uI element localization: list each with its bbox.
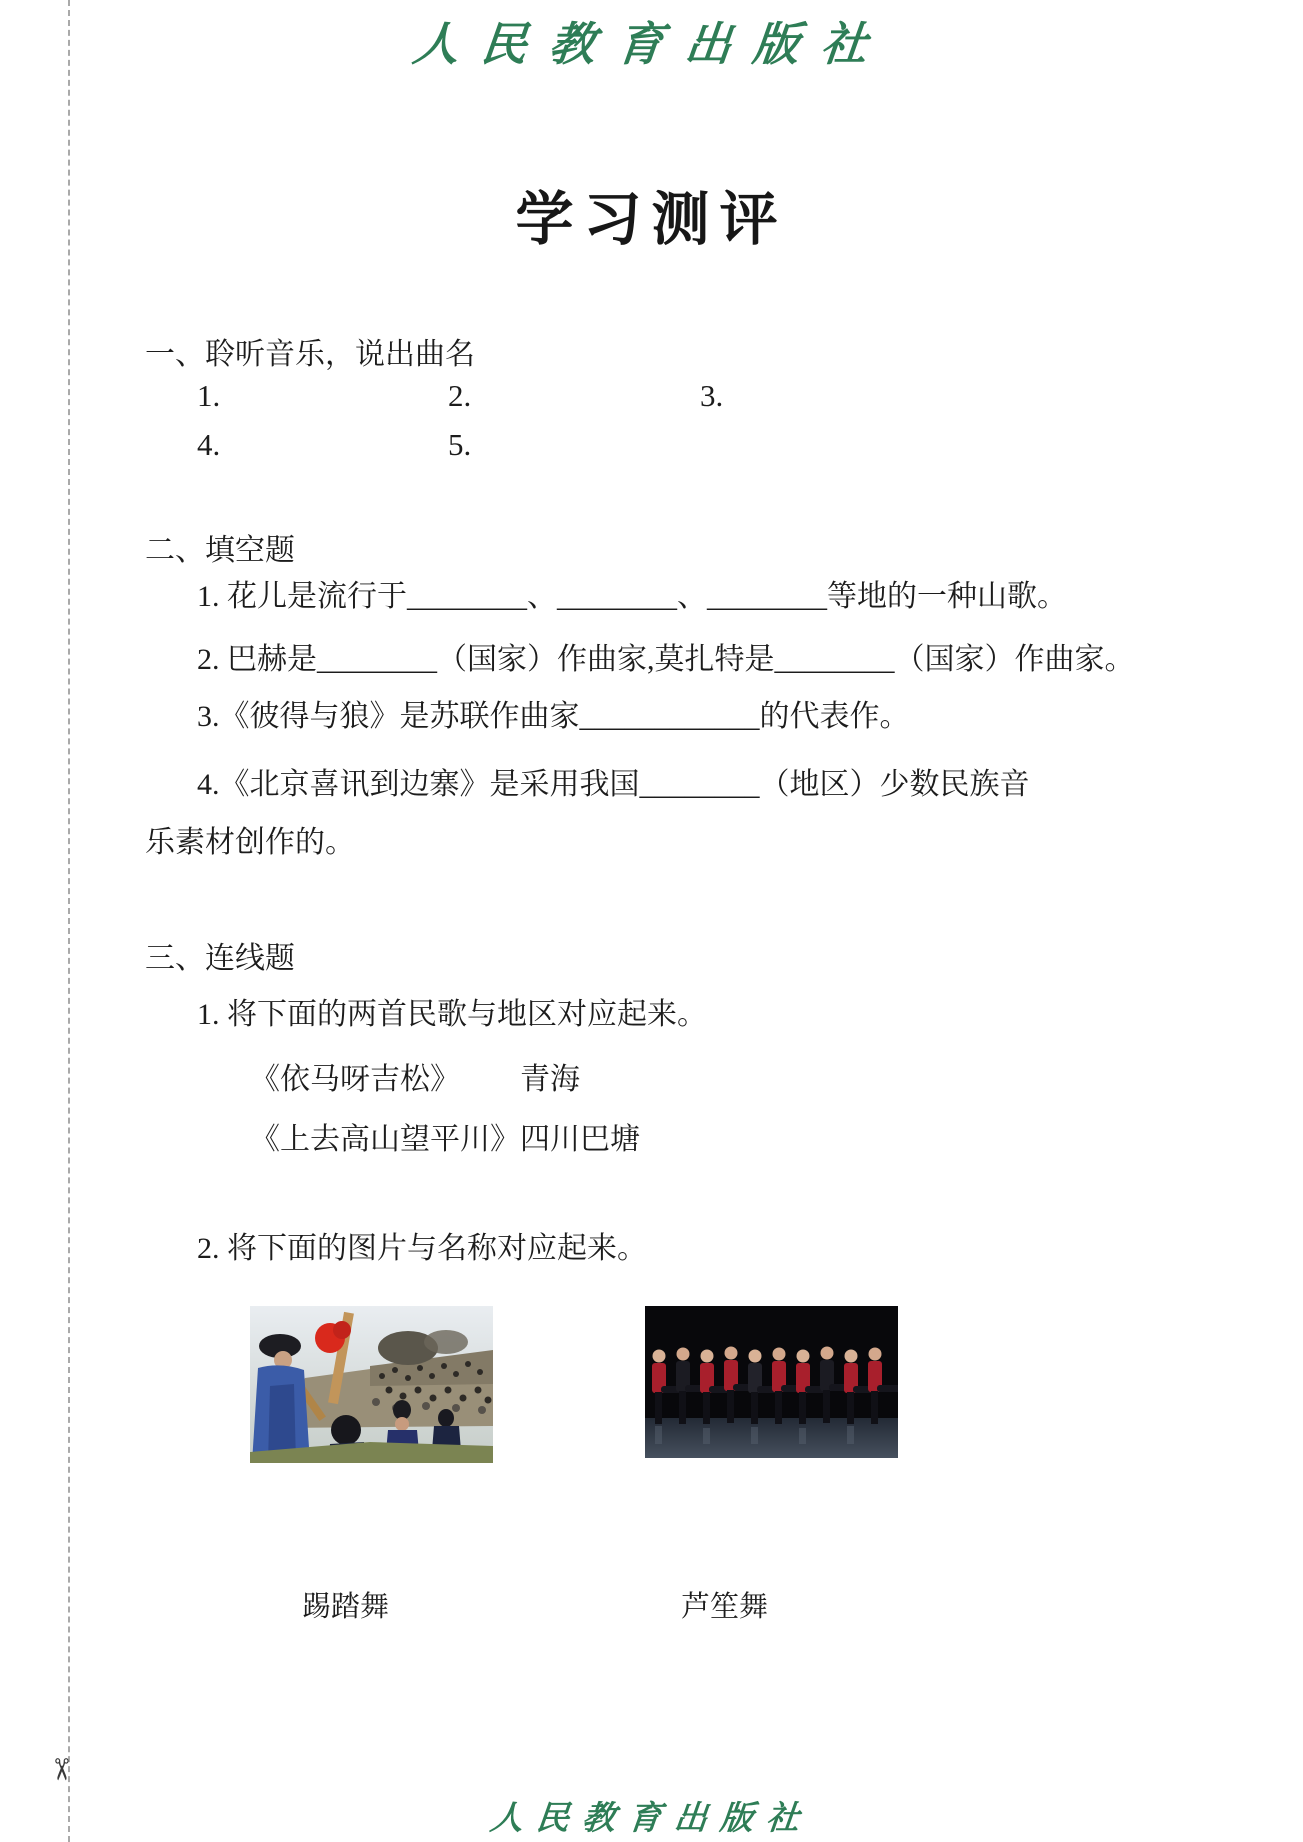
fill-question-4: 4.《北京喜讯到边寨》是采用我国________（地区）少数民族音乐素材创作的。 xyxy=(145,768,1030,859)
listening-item-4: 4. xyxy=(197,427,221,462)
section-listening-heading: 一、聆听音乐，说出曲名 xyxy=(145,338,475,371)
section-fill-heading: 二、填空题 xyxy=(145,534,295,567)
cut-line xyxy=(68,0,70,1842)
song-title-2: 《上去高山望平川》 xyxy=(250,1123,520,1156)
listening-item-5: 5. xyxy=(448,427,472,462)
listening-item-3: 3. xyxy=(700,378,724,413)
page-title: 学习测评 xyxy=(515,187,788,252)
listening-item-2: 2. xyxy=(448,378,472,413)
region-label-2: 四川巴塘 xyxy=(520,1123,640,1156)
lusheng-dance-photo xyxy=(250,1306,493,1463)
publisher-logo-bottom: 人民教育出版社 xyxy=(488,1801,815,1837)
photo-caption-left: 踢踏舞 xyxy=(302,1591,390,1623)
section-matching-heading: 三、连线题 xyxy=(145,942,295,975)
scissors-icon: ✂ xyxy=(43,1756,79,1783)
song-title-1: 《依马呀吉松》 xyxy=(250,1063,460,1096)
fill-question-1: 1. 花儿是流行于________、________、________等地的一种山歌。 xyxy=(197,580,1067,613)
tap-dance-photo xyxy=(645,1306,898,1458)
fill-question-3: 3.《彼得与狼》是苏联作曲家____________的代表作。 xyxy=(197,700,910,733)
publisher-logo-top: 人民教育出版社 xyxy=(410,19,892,70)
photo-caption-right: 芦笙舞 xyxy=(681,1591,769,1623)
listening-item-1: 1. xyxy=(197,378,221,413)
matching-q1-prompt: 1. 将下面的两首民歌与地区对应起来。 xyxy=(197,998,707,1031)
region-label-1: 青海 xyxy=(520,1063,580,1096)
fill-question-2: 2. 巴赫是________（国家）作曲家,莫扎特是________（国家）作曲家。 xyxy=(197,643,1135,676)
matching-q2-prompt: 2. 将下面的图片与名称对应起来。 xyxy=(197,1232,647,1265)
